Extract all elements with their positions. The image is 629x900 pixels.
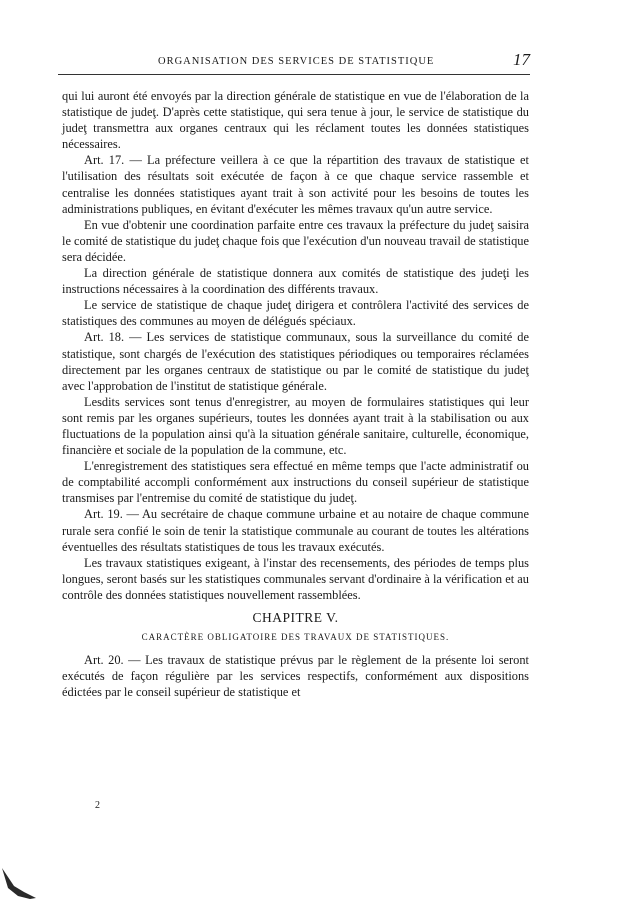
paragraph-coordination: En vue d'obtenir une coordination parfaite entre ces travaux la préfecture du judeţ saisira le comité de statistique du judeţ chaque fois que l'exécution d'un nouveau travail de statistique sera décidée. bbox=[62, 217, 529, 264]
scan-corner-mark bbox=[0, 858, 42, 900]
paragraph-enregistrement: L'enregistrement des statistiques sera effectué en même temps que l'acte administratif ou de comptabilité accompli conformément aux instructions du conseil supérieur de statistique transmises par l'entremise du comité de statistique du judeţ. bbox=[62, 459, 529, 506]
chapter-title: CHAPITRE V. bbox=[252, 610, 339, 625]
body-text bbox=[62, 88, 529, 700]
chapter-subtitle: CARACTÈRE OBLIGATOIRE DES TRAVAUX DE STATISTIQUES. bbox=[141, 632, 450, 643]
page-number: 17 bbox=[513, 50, 530, 69]
paragraph-article-18: Art. 18. — Les services de statistique communaux, sous la surveillance du comité de statistique, sont chargés de l'exécution des statistiques périodiques ou temporaires réclamées directement par les organes centraux de statistique ou par le comité de statistique du judeţ avec l'approbation de l'institut de statistique générale. bbox=[62, 330, 529, 393]
signature-mark: 2 bbox=[95, 800, 100, 811]
paragraph-article-19: Art. 19. — Au secrétaire de chaque commune urbaine et au notaire de chaque commune rurale sera confié le soin de tenir la statistique communale au courant de toutes les altérations éventuelles des résultats statistiques de tous les travaux exécutés. bbox=[62, 507, 529, 554]
paragraph-travaux: Les travaux statistiques exigeant, à l'instar des recensements, des périodes de temps plus longues, seront basés sur les statistiques communales servant d'ordinaire à la vérification et au contrôle des données statistiques nouvellement rassemblées. bbox=[62, 555, 529, 602]
paragraph-direction: La direction générale de statistique donnera aux comités de statistique des judeţi les instructions nécessaires à la coordination des différents travaux. bbox=[62, 266, 529, 297]
paragraph-article-17: Art. 17. — La préfecture veillera à ce que la répartition des travaux de statistique et l'utilisation des résultats soit exécutée de façon à ce que chaque service rassemble et centralise les données statistiques ayant trait à son activité pour les besoins de toutes les administrations publiques, en évitant d'exécuter les mêmes travaux qu'un autre service. bbox=[62, 153, 529, 216]
paragraph-continuation: qui lui auront été envoyés par la direction générale de statistique en vue de l'élaboration de la statistique de judeţ. D'après cette statistique, qui sera tenue à jour, le service de statistique du judeţ transmettra aux organes centraux qui les réclament toutes les données statistiques nécessaires. bbox=[62, 89, 529, 152]
paragraph-lesdits: Lesdits services sont tenus d'enregistrer, au moyen de formulaires statistiques qui leur sont remis par les organes supérieurs, toutes les données ayant trait à la stabilisation ou aux fluctuations de la population ainsi qu'à la situation générale sanitaire, culturelle, économique, financière et sociale de la population de la commune, etc. bbox=[62, 394, 529, 458]
running-title: ORGANISATION DES SERVICES DE STATISTIQUE bbox=[158, 56, 435, 67]
page-header bbox=[58, 50, 530, 75]
paragraph-service-judet: Le service de statistique de chaque judeţ dirigera et contrôlera l'activité des services de statistiques des communes au moyen de délégués spéciaux. bbox=[62, 298, 529, 329]
paragraph-article-20: Art. 20. — Les travaux de statistique prévus par le règlement de la présente loi seront exécutés de façon régulière par les services respectifs, conformément aux dispositions édictées par le conseil supérieur de statistique et bbox=[62, 653, 529, 700]
